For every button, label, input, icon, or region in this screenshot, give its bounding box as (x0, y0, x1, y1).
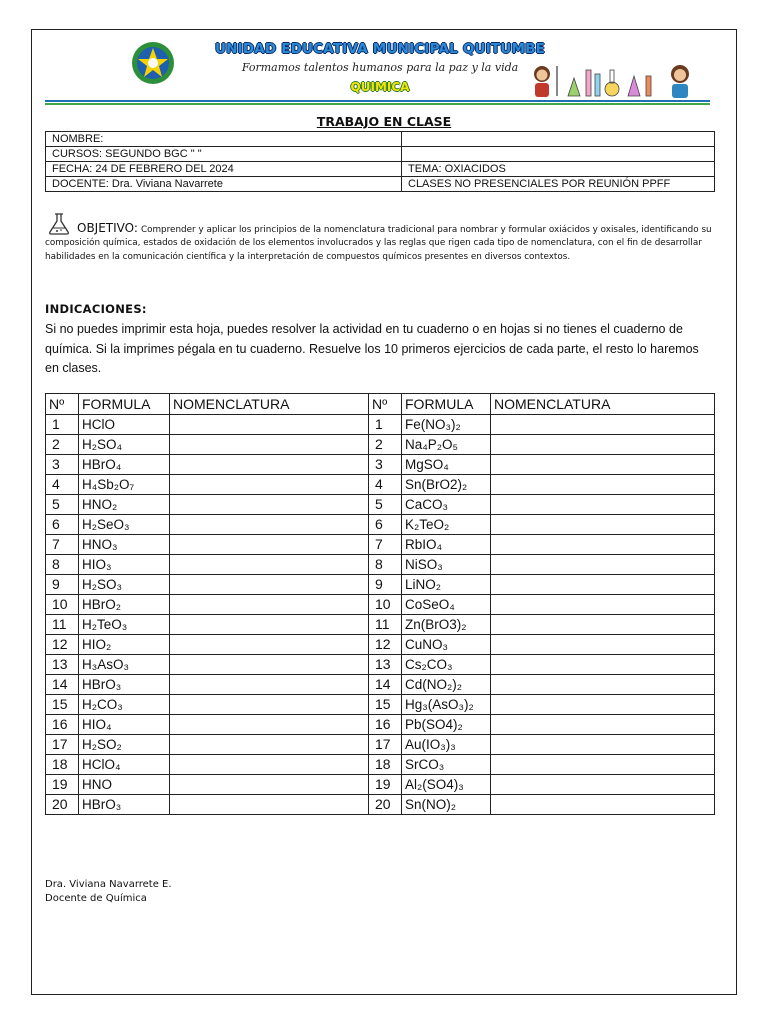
nomenclature-answer-cell (170, 695, 369, 715)
formula-cell: RbIO₄ (402, 535, 491, 555)
table-row (46, 575, 715, 595)
nomenclature-answer-cell (170, 515, 369, 535)
row-number: 1 (46, 415, 79, 435)
nomenclature-answer-cell (170, 595, 369, 615)
formula-cell: H₂SeO₃ (79, 515, 170, 535)
formula-cell: K₂TeO₂ (402, 515, 491, 535)
header-formula: FORMULA (402, 394, 491, 415)
formula-cell: Al₂(SO4)₃ (402, 775, 491, 795)
row-number: 5 (46, 495, 79, 515)
table-row (46, 535, 715, 555)
formula-cell: H₂SO₄ (79, 435, 170, 455)
table-row (46, 475, 715, 495)
table-row (46, 715, 715, 735)
formula-cell: Cs₂CO₃ (402, 655, 491, 675)
row-number: 9 (369, 575, 402, 595)
row-number: 2 (46, 435, 79, 455)
formula-cell: H₂CO₃ (79, 695, 170, 715)
nomenclature-answer-cell (491, 455, 715, 475)
row-number: 17 (369, 735, 402, 755)
nomenclature-answer-cell (491, 695, 715, 715)
formula-cell: HIO₃ (79, 555, 170, 575)
indications-title: INDICACIONES: (45, 302, 147, 316)
nomenclature-answer-cell (491, 795, 715, 815)
table-row (46, 775, 715, 795)
nomenclature-answer-cell (170, 415, 369, 435)
subject-title: QUIMICA (350, 80, 410, 94)
nomenclature-answer-cell (170, 735, 369, 755)
row-number: 11 (369, 615, 402, 635)
formula-cell: H₄Sb₂O₇ (79, 475, 170, 495)
info-table (45, 131, 715, 192)
table-row (46, 635, 715, 655)
header-rule-green (45, 103, 710, 105)
table-row (46, 615, 715, 635)
row-number: 20 (46, 795, 79, 815)
row-number: 16 (369, 715, 402, 735)
cursos-field: CURSOS: SEGUNDO BGC " " (46, 147, 402, 162)
docente-field: DOCENTE: Dra. Viviana Navarrete (46, 177, 402, 192)
table-row (46, 595, 715, 615)
nomenclature-answer-cell (491, 775, 715, 795)
row-number: 10 (46, 595, 79, 615)
row-number: 14 (369, 675, 402, 695)
row-number: 5 (369, 495, 402, 515)
row-number: 9 (46, 575, 79, 595)
formula-cell: Sn(NO)₂ (402, 795, 491, 815)
nomenclature-answer-cell (170, 775, 369, 795)
row-number: 13 (369, 655, 402, 675)
row-number: 15 (46, 695, 79, 715)
row-number: 8 (46, 555, 79, 575)
signature-block (45, 878, 172, 906)
header-rule-blue (45, 100, 710, 102)
nomenclature-answer-cell (170, 675, 369, 695)
nomenclature-answer-cell (491, 495, 715, 515)
row-number: 2 (369, 435, 402, 455)
nomenclature-answer-cell (491, 475, 715, 495)
school-motto: Formamos talentos humanos para la paz y la vida (241, 61, 519, 74)
table-row (46, 755, 715, 775)
row-number: 14 (46, 675, 79, 695)
formula-cell: HNO (79, 775, 170, 795)
nomenclature-answer-cell (170, 715, 369, 735)
nomenclature-answer-cell (491, 575, 715, 595)
nomenclature-answer-cell (491, 555, 715, 575)
objective-paragraph (45, 222, 717, 264)
info-empty-cell (402, 132, 715, 147)
row-number: 10 (369, 595, 402, 615)
exercise-table (45, 393, 715, 815)
table-row (46, 495, 715, 515)
formula-cell: CaCO₃ (402, 495, 491, 515)
lab-illustration-icon (528, 56, 703, 100)
fecha-field: FECHA: 24 DE FEBRERO DEL 2024 (46, 162, 402, 177)
table-row (46, 515, 715, 535)
info-empty-cell (402, 147, 715, 162)
objective-text: Comprender y aplicar los principios de la nomenclatura tradicional para nombrar y formular oxiácidos y oxisales, identificando su composición química, estados de oxidación de los elementos involucrados y las reglas que rigen cada tipo de nomenclatura, con el fin de desarrollar habilidades en la comunicación científica y la interpretación de compuestos químicos presentes en diversos contextos. (45, 225, 712, 262)
nomenclature-answer-cell (491, 635, 715, 655)
row-number: 3 (369, 455, 402, 475)
table-row (46, 795, 715, 815)
table-row (46, 415, 715, 435)
signature-name: Dra. Viviana Navarrete E. (45, 879, 172, 890)
formula-cell: HNO₃ (79, 535, 170, 555)
row-number: 1 (369, 415, 402, 435)
formula-cell: MgSO₄ (402, 455, 491, 475)
nomenclature-answer-cell (491, 735, 715, 755)
row-number: 17 (46, 735, 79, 755)
nombre-field: NOMBRE: (46, 132, 402, 147)
formula-cell: LiNO₂ (402, 575, 491, 595)
nomenclature-answer-cell (170, 615, 369, 635)
nomenclature-answer-cell (170, 755, 369, 775)
clases-field: CLASES NO PRESENCIALES POR REUNIÓN PPFF (402, 177, 715, 192)
formula-cell: Au(IO₃)₃ (402, 735, 491, 755)
row-number: 4 (46, 475, 79, 495)
row-number: 15 (369, 695, 402, 715)
row-number: 11 (46, 615, 79, 635)
nomenclature-answer-cell (170, 635, 369, 655)
formula-cell: H₃AsO₃ (79, 655, 170, 675)
objective-label: OBJETIVO: (77, 221, 138, 235)
nomenclature-answer-cell (491, 715, 715, 735)
formula-cell: HIO₂ (79, 635, 170, 655)
row-number: 19 (369, 775, 402, 795)
nomenclature-answer-cell (491, 655, 715, 675)
table-row (46, 695, 715, 715)
header-num: Nº (46, 394, 79, 415)
row-number: 7 (369, 535, 402, 555)
nomenclature-answer-cell (170, 575, 369, 595)
nomenclature-answer-cell (170, 535, 369, 555)
table-row (46, 675, 715, 695)
formula-cell: NiSO₃ (402, 555, 491, 575)
nomenclature-answer-cell (170, 795, 369, 815)
row-number: 6 (369, 515, 402, 535)
formula-cell: H₂TeO₃ (79, 615, 170, 635)
row-number: 12 (46, 635, 79, 655)
row-number: 19 (46, 775, 79, 795)
formula-cell: Zn(BrO3)₂ (402, 615, 491, 635)
nomenclature-answer-cell (491, 415, 715, 435)
formula-cell: H₂SO₃ (79, 575, 170, 595)
formula-cell: Hg₃(AsO₃)₂ (402, 695, 491, 715)
formula-cell: HClO (79, 415, 170, 435)
row-number: 3 (46, 455, 79, 475)
formula-cell: HBrO₃ (79, 675, 170, 695)
nomenclature-answer-cell (491, 595, 715, 615)
school-logo-icon (130, 40, 176, 86)
formula-cell: CoSeO₄ (402, 595, 491, 615)
nomenclature-answer-cell (170, 435, 369, 455)
nomenclature-answer-cell (491, 435, 715, 455)
table-row (46, 735, 715, 755)
nomenclature-answer-cell (170, 455, 369, 475)
formula-cell: Sn(BrO2)₂ (402, 475, 491, 495)
nomenclature-answer-cell (491, 535, 715, 555)
formula-cell: Cd(NO₂)₂ (402, 675, 491, 695)
row-number: 18 (46, 755, 79, 775)
formula-cell: HIO₄ (79, 715, 170, 735)
header-formula: FORMULA (79, 394, 170, 415)
nomenclature-answer-cell (491, 615, 715, 635)
nomenclature-answer-cell (491, 675, 715, 695)
row-number: 20 (369, 795, 402, 815)
school-name: UNIDAD EDUCATIVA MUNICIPAL QUITUMBE (214, 41, 546, 57)
table-row (46, 435, 715, 455)
formula-cell: CuNO₃ (402, 635, 491, 655)
nomenclature-answer-cell (491, 755, 715, 775)
table-row (46, 655, 715, 675)
formula-cell: Fe(NO₃)₂ (402, 415, 491, 435)
formula-cell: HClO₄ (79, 755, 170, 775)
row-number: 18 (369, 755, 402, 775)
indications-text: Si no puedes imprimir esta hoja, puedes resolver la actividad en tu cuaderno o en hojas si no tienes el cuaderno de química. Si la imprimes pégala en tu cuaderno. Resuelve los 10 primeros ejercicios de cada parte, el resto lo haremos en clases. (45, 322, 699, 375)
header-nomenclature: NOMENCLATURA (491, 394, 715, 415)
nomenclature-answer-cell (170, 655, 369, 675)
formula-cell: Na₄P₂O₅ (402, 435, 491, 455)
row-number: 6 (46, 515, 79, 535)
page-title: TRABAJO EN CLASE (316, 114, 452, 129)
tema-field: TEMA: OXIACIDOS (402, 162, 715, 177)
table-row (46, 555, 715, 575)
formula-cell: H₂SO₂ (79, 735, 170, 755)
nomenclature-answer-cell (170, 495, 369, 515)
nomenclature-answer-cell (170, 475, 369, 495)
row-number: 13 (46, 655, 79, 675)
formula-cell: HBrO₂ (79, 595, 170, 615)
formula-cell: SrCO₃ (402, 755, 491, 775)
nomenclature-answer-cell (170, 555, 369, 575)
row-number: 8 (369, 555, 402, 575)
row-number: 16 (46, 715, 79, 735)
formula-cell: HNO₂ (79, 495, 170, 515)
formula-cell: HBrO₃ (79, 795, 170, 815)
nomenclature-answer-cell (491, 515, 715, 535)
formula-cell: HBrO₄ (79, 455, 170, 475)
signature-role: Docente de Química (45, 893, 147, 904)
row-number: 12 (369, 635, 402, 655)
table-row (46, 455, 715, 475)
row-number: 4 (369, 475, 402, 495)
header-nomenclature: NOMENCLATURA (170, 394, 369, 415)
formula-cell: Pb(SO4)₂ (402, 715, 491, 735)
row-number: 7 (46, 535, 79, 555)
header-num: Nº (369, 394, 402, 415)
